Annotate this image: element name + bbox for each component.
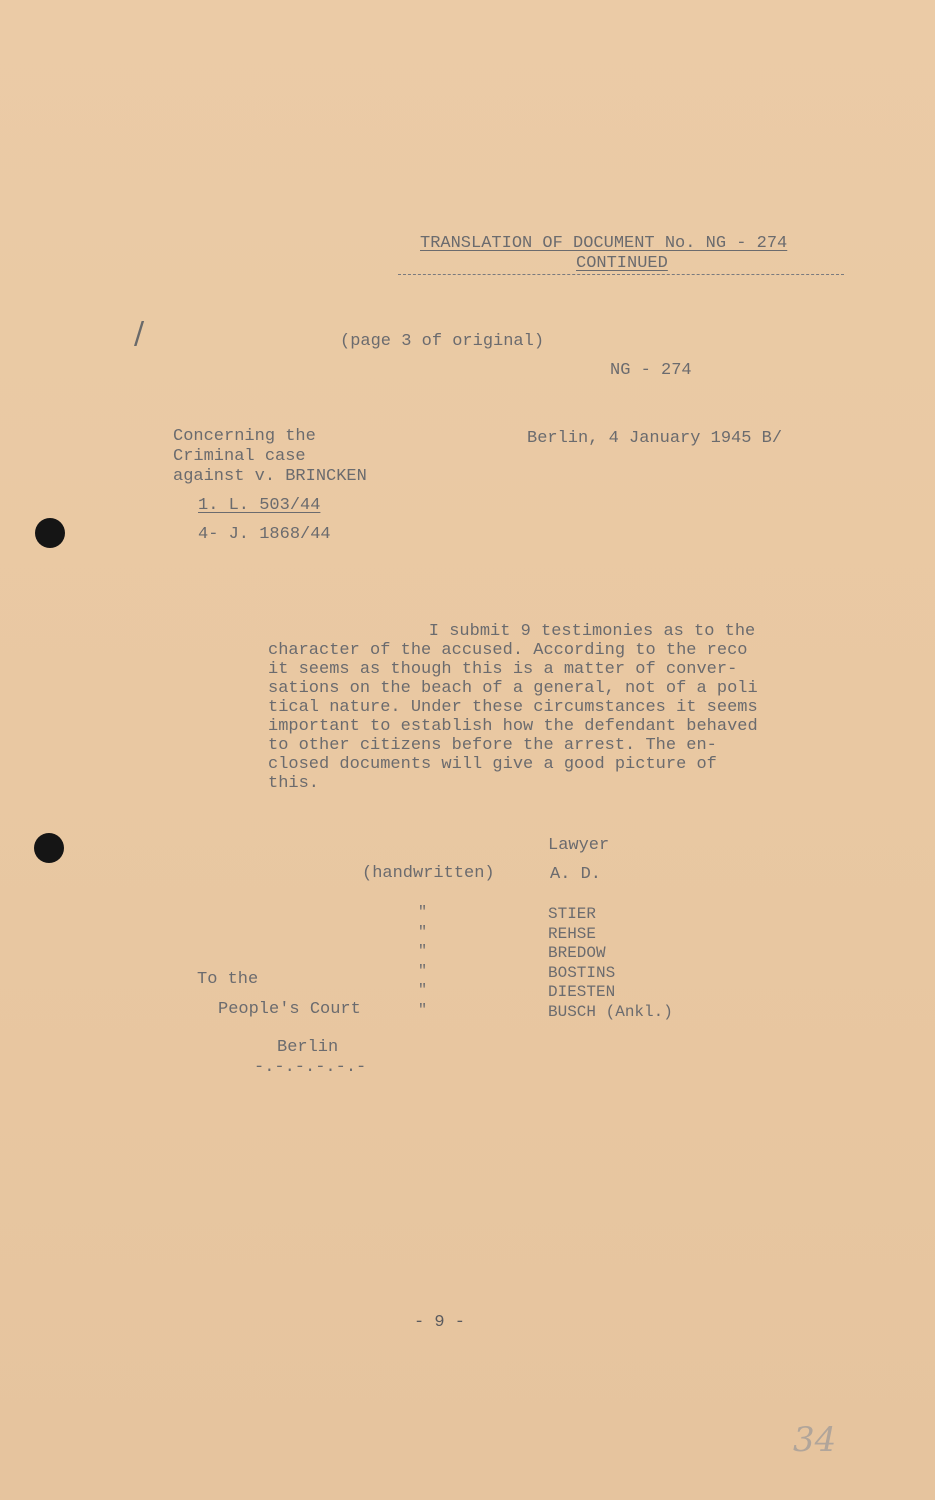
addressee-line-2: People's Court [218, 1000, 361, 1019]
body-paragraph [268, 622, 828, 793]
body-line: important to establish how the defendant behaved [268, 717, 758, 736]
signatory-name: BREDOW [548, 944, 606, 962]
concerning-line-1: Concerning the [173, 427, 316, 446]
ditto-marks [418, 903, 427, 1020]
margin-slash-mark: / [134, 316, 145, 351]
case-number-2: 4- J. 1868/44 [198, 525, 331, 544]
pencil-page-number: 34 [793, 1420, 837, 1460]
addressee-line-3: Berlin [277, 1038, 339, 1057]
signatory-name: BUSCH (Ankl.) [548, 1002, 673, 1021]
ditto-mark: " [418, 962, 428, 980]
page-number: - 9 - [414, 1313, 466, 1332]
signature-initials: A. D. [550, 865, 602, 884]
body-line: I submit 9 testimonies as to the [388, 622, 756, 641]
signatory-list [548, 905, 673, 1022]
header-continued: CONTINUED [576, 254, 668, 273]
concerning-line-3: against v. BRINCKEN [173, 467, 367, 486]
concerning-line-2: Criminal case [173, 447, 306, 466]
handwritten-label: (handwritten) [362, 864, 495, 883]
signatory-name: BOSTINS [548, 963, 616, 982]
body-line: this. [268, 774, 320, 793]
ditto-mark: " [418, 904, 428, 921]
document-number: NG - 274 [610, 361, 692, 380]
body-line: to other citizens before the arrest. The en- [268, 736, 717, 755]
signature-title: Lawyer [548, 836, 610, 855]
case-number-1: 1. L. 503/44 [198, 496, 321, 515]
signatory-name: DIESTEN [548, 983, 616, 1001]
header-rule [398, 274, 844, 275]
body-line: character of the accused. According to the reco [268, 641, 748, 660]
ditto-mark: " [418, 1001, 428, 1019]
page-reference: (page 3 of original) [340, 332, 545, 351]
addressee-line-1: To the [197, 970, 259, 989]
header-title: TRANSLATION OF DOCUMENT No. NG - 274 [420, 234, 788, 253]
ditto-mark: " [418, 982, 428, 999]
body-line: sations on the beach of a general, not of a poli [268, 679, 758, 698]
signatory-name: REHSE [548, 924, 597, 943]
ditto-mark: " [418, 943, 428, 960]
signatory-name: STIER [548, 905, 597, 923]
addressee-rule: -.-.-.-.-.- [254, 1058, 367, 1077]
punch-hole-top [35, 518, 65, 548]
date-line: Berlin, 4 January 1945 B/ [527, 429, 783, 448]
punch-hole-bottom [34, 833, 64, 863]
body-line: it seems as though this is a matter of conver- [268, 660, 738, 679]
body-line: tical nature. Under these circumstances it seems [268, 698, 758, 717]
body-line: closed documents will give a good picture of [268, 755, 717, 774]
ditto-mark: " [418, 923, 428, 941]
